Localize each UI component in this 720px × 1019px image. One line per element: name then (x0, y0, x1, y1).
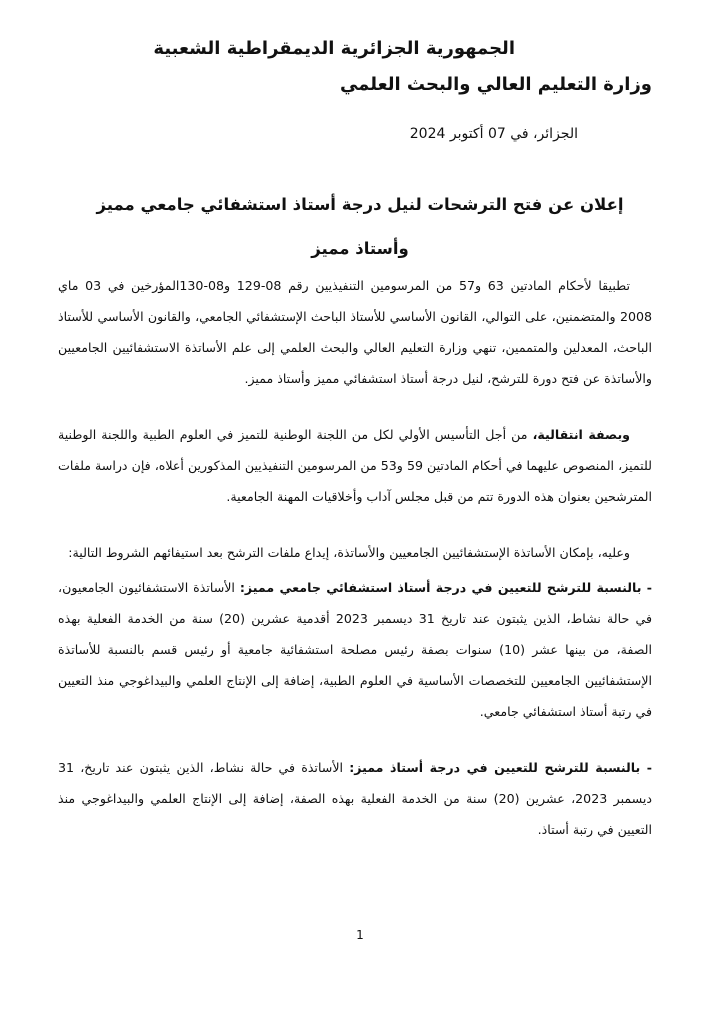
condition-professor-lead: - بالنسبة للترشح للتعيين في درجة أستاذ مميز: (349, 760, 653, 775)
paragraph-conditions-intro: وعليه، بإمكان الأساتذة الإستشفائيين الجامعيين والأساتذة، إيداع ملفات الترشح بعد استيفائهم الشروط التالية: (68, 545, 630, 560)
condition-professor-text: الأساتذة في حالة نشاط، الذين يثبتون عند تاريخ، 31 ديسمبر 2023، عشرين (20) سنة من الخدمة الفعلية بهذه الصفة، إضافة إلى الإنتاج العلمي والبيداغوجي منذ التعيين في رتبة أستاذ. (58, 760, 652, 837)
paragraph-condition-professor (58, 752, 652, 845)
title-line-1: إعلان عن فتح الترشحات لنيل درجة أستاذ استشفائي جامعي مميز (96, 195, 624, 214)
paragraph-legal-basis: تطبيقا لأحكام المادتين 63 و57 من المرسومين التنفيذيين رقم 08-129 و08-130المؤرخين في 03 ماي 2008 والمتضمنين، على التوالي، القانون الأساسي للأستاذ الباحث الإستشفائي الجامعي، والقانون الأساسي للأستاذ الباحث، المعدلين والمتممين، تنهي وزارة التعليم العالي والبحث العلمي إلى علم الأساتذة الاستشفائيين الجامعيين والأساتذة عن فتح دورة للترشح، لنيل درجة أستاذ استشفائي مميز وأستاذ مميز. (58, 278, 652, 386)
announcement-title (60, 183, 660, 271)
paragraph-condition-hospital-professor (58, 572, 652, 727)
transitional-text: من أجل التأسيس الأولي لكل من اللجنة الوطنية للتميز في العلوم الطبية واللجنة الوطنية للتميز، المنصوص عليهما في أحكام المادتين 59 و53 من المرسومين التنفيذيين المذكورين أعلاه، فإن دراسة ملفات المترشحين بعنوان هذه الدورة تتم من قبل مجلس آداب وأخلاقيات المهنة الجامعية. (58, 427, 652, 504)
condition-hospital-lead: - بالنسبة للترشح للتعيين في درجة أستاذ استشفائي جامعي مميز: (239, 580, 652, 595)
title-line-2: وأستاذ مميز (311, 239, 409, 258)
condition-hospital-text: الأساتذة الاستشفائيون الجامعيون، في حالة نشاط، الذين يثبتون عند تاريخ 31 ديسمبر 2023 أقدمية عشرين (20) سنة من الخدمة الفعلية بهذه الصفة، من بينها عشر (10) سنوات بصفة رئيس مصلحة استشفائية جامعية أو رئيس قسم بالنسبة للأساتذة الإستشفائيين الجامعيين للتخصصات الأساسية في العلوم الطبية، إضافة إلى الإنتاج العلمي والبيداغوجي منذ التعيين في رتبة أستاذ استشفائي جامعي. (58, 580, 653, 719)
transitional-lead: وبصفة انتقالية، (532, 427, 630, 442)
paragraph-transitional (58, 419, 652, 512)
document-body (58, 270, 652, 870)
page-number: 1 (356, 928, 364, 942)
ministry-header: وزارة التعليم العالي والبحث العلمي (339, 74, 652, 95)
republic-header: الجمهورية الجزائرية الديمقراطية الشعبية (153, 38, 515, 59)
document-date: الجزائر، في 07 أكتوبر 2024 (409, 126, 578, 142)
